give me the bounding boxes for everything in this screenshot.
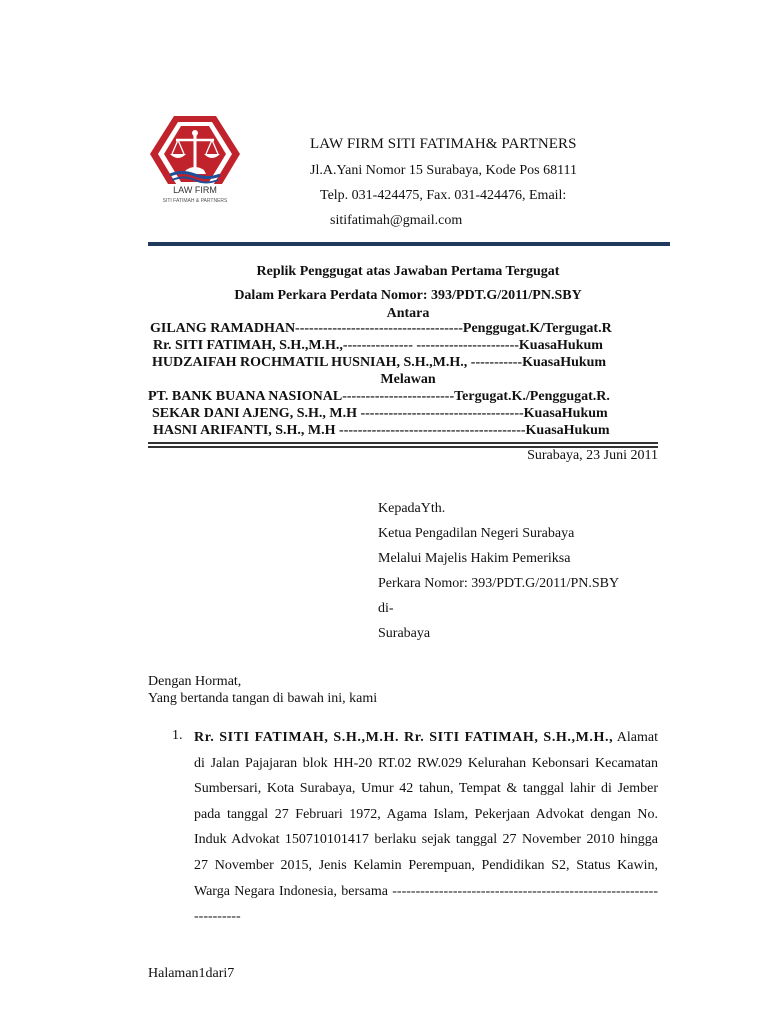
intro-line: Yang bertanda tangan di bawah ini, kami (148, 691, 378, 706)
addressee-line: Surabaya (378, 626, 431, 641)
greeting-line: Dengan Hormat, (148, 674, 242, 689)
contact-line: Telp. 031-424475, Fax. 031-424476, Email: (320, 188, 567, 203)
letter-date: Surabaya, 23 Juni 2011 (527, 448, 658, 463)
antara-label: Antara (386, 306, 430, 321)
addressee-line: Ketua Pengadilan Negeri Surabaya (378, 526, 575, 541)
melawan-label: Melawan (380, 372, 436, 387)
page-footer: Halaman1dari7 (148, 966, 235, 981)
scales-of-justice-icon (148, 114, 242, 206)
logo-text: LAW FIRM (173, 185, 217, 195)
addressee-line: KepadaYth. (378, 501, 446, 516)
list-item (194, 725, 658, 930)
list-item-name: Rr. SITI FATIMAH, S.H.,M.H. Rr. SITI FATIMAH, S.H.,M.H., (194, 730, 614, 745)
party-line: PT. BANK BUANA NASIONAL------------------------Tergugat.K./Penggugat.R. (148, 389, 610, 404)
list-number: 1. (172, 728, 183, 743)
address-line: Jl.A.Yani Nomor 15 Surabaya, Kode Pos 68111 (310, 163, 578, 178)
email-line: sitifatimah@gmail.com (330, 213, 463, 228)
party-line: Rr. SITI FATIMAH, S.H.,M.H.,--------------- ----------------------KuasaHukum (153, 338, 603, 353)
addressee-line: di- (378, 601, 394, 616)
party-line: SEKAR DANI AJENG, S.H., M.H -----------------------------------KuasaHukum (152, 406, 608, 421)
greeting-block (148, 673, 377, 707)
law-firm-logo (148, 114, 242, 206)
party-line: HASNI ARIFANTI, S.H., M.H ----------------------------------------KuasaHukum (153, 423, 610, 438)
case-number-line: Dalam Perkara Perdata Nomor: 393/PDT.G/2011/PN.SBY (234, 288, 582, 303)
list-item-text: Alamat di Jalan Pajajaran blok HH-20 RT.02 RW.029 Kelurahan Kebonsari Kecamatan Sumbersari, Kota Surabaya, Umur 42 tahun, Tempat & tanggal lahir di Jember pada tanggal 27 Februari 1972, Agama Islam, Pekerjaan Advokat dengan No. Induk Advokat 150710101417 berlaku sejak tanggal 27 November 2010 hingga 27 November 2015, Jenis Kelamin Perempuan, Pendidikan S2, Status Kawin, Warga Negara Indonesia, bersama ------------------------------------------------------------------- (194, 730, 658, 925)
addressee-line: Perkara Nomor: 393/PDT.G/2011/PN.SBY (378, 576, 620, 591)
party-line: HUDZAIFAH ROCHMATIL HUSNIAH, S.H.,M.H., -----------KuasaHukum (152, 355, 607, 370)
firm-name: LAW FIRM SITI FATIMAH& PARTNERS (310, 136, 577, 152)
document-title: Replik Penggugat atas Jawaban Pertama Tergugat (256, 264, 560, 279)
letterhead-divider (148, 242, 670, 246)
addressee-line: Melalui Majelis Hakim Pemeriksa (378, 551, 571, 566)
logo-subtext: SITI FATIMAH & PARTNERS (162, 198, 228, 204)
party-line: GILANG RAMADHAN------------------------------------Penggugat.K/Tergugat.R (150, 321, 612, 336)
addressee-block (378, 496, 619, 646)
